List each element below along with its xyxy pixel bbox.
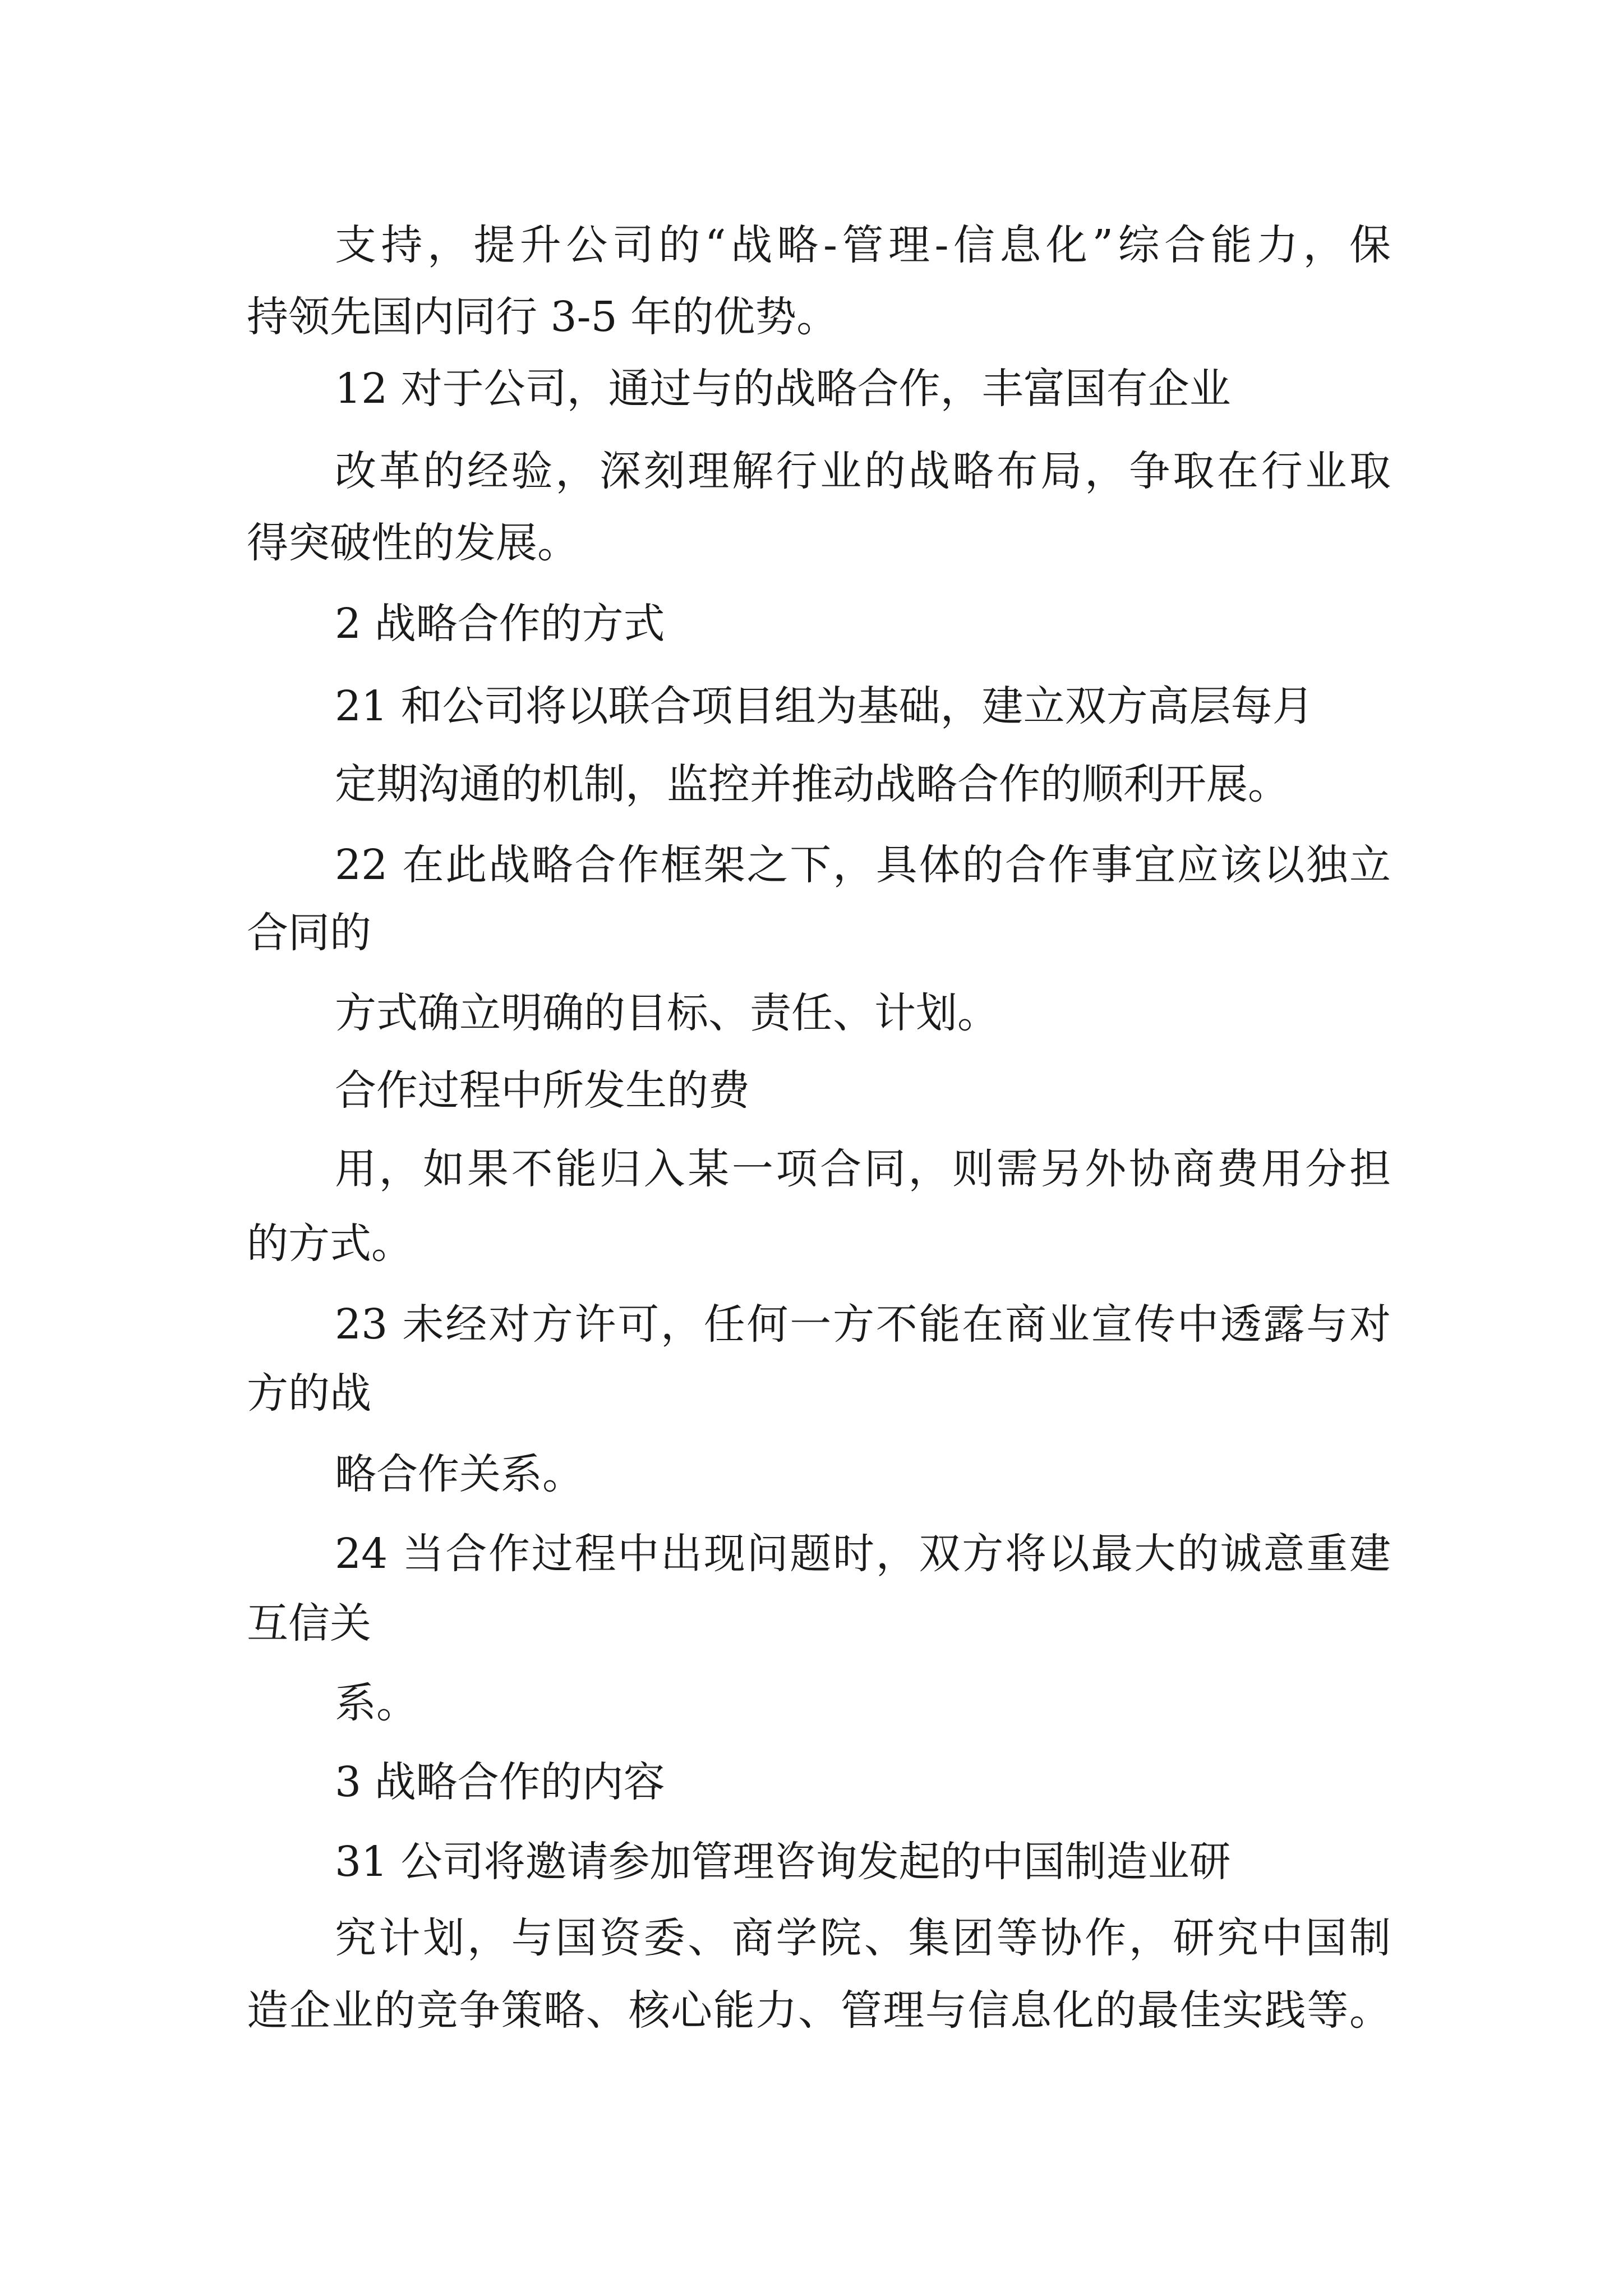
- text-line: 造企业的竞争策略、核心能力、管理与信息化的最佳实践等。: [247, 1986, 1391, 2035]
- section-heading: 2 战略合作的方式: [335, 600, 665, 648]
- text-line: 方的战: [247, 1369, 371, 1418]
- text-line: 得突破性的发展。: [247, 519, 579, 567]
- text-line: 系。: [335, 1679, 418, 1727]
- text-line: 23 未经对方许可，任何一方不能在商业宣传中透露与对: [335, 1300, 1391, 1349]
- text-line: 的方式。: [247, 1220, 413, 1268]
- section-heading: 3 战略合作的内容: [335, 1758, 665, 1806]
- text-line: 12 对于公司，通过与的战略合作，丰富国有企业: [335, 365, 1231, 413]
- text-line: 持领先国内同行 3-5 年的优势。: [247, 293, 838, 341]
- text-line: 改革的经验，深刻理解行业的战略布局，争取在行业取: [335, 447, 1391, 495]
- text-line: 支持，提升公司的“战略-管理-信息化”综合能力，保: [335, 221, 1391, 269]
- text-line: 究计划，与国资委、商学院、集团等协作，研究中国制: [335, 1914, 1391, 1962]
- text-line: 21 和公司将以联合项目组为基础，建立双方高层每月: [335, 682, 1314, 730]
- text-line: 合作过程中所发生的费: [335, 1066, 750, 1115]
- text-line: 31 公司将邀请参加管理咨询发起的中国制造业研: [335, 1838, 1231, 1886]
- text-line: 定期沟通的机制，监控并推动战略合作的顺利开展。: [335, 760, 1289, 808]
- text-line: 24 当合作过程中出现问题时，双方将以最大的诚意重建: [335, 1530, 1391, 1578]
- text-line: 22 在此战略合作框架之下，具体的合作事宜应该以独立: [335, 841, 1391, 889]
- text-line: 方式确立明确的目标、责任、计划。: [335, 989, 999, 1037]
- text-line: 用，如果不能归入某一项合同，则需另外协商费用分担: [335, 1145, 1391, 1193]
- text-line: 互信关: [247, 1599, 371, 1648]
- text-line: 略合作关系。: [335, 1450, 584, 1498]
- text-line: 合同的: [247, 909, 371, 957]
